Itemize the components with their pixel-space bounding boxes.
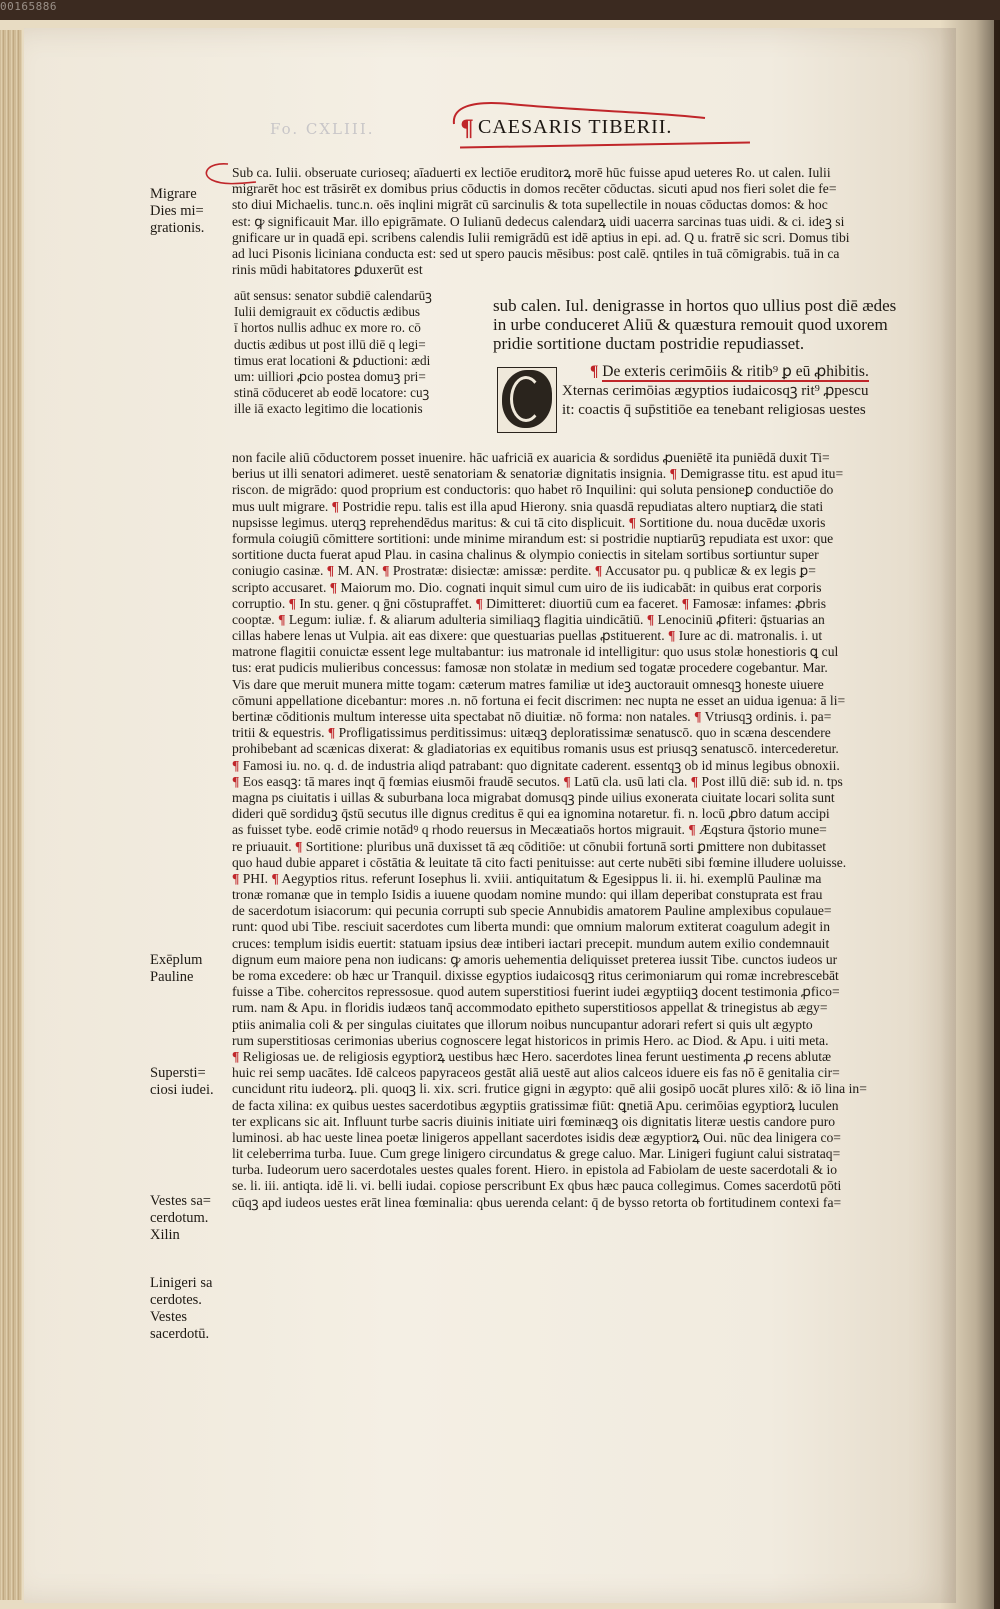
text-line: tronæ romanæ que in templo Isidis a iuuene quodam nomine mundo: qui illam deperibat constuprata est frau	[232, 887, 823, 903]
text-line: non facile aliū cōductorem posset inuenire. hāc uafriciā ex auaricia & sordidus ꝓueniētē ita puniēdā duxit Ti=	[232, 450, 830, 465]
margin-line: Dies mi=	[150, 203, 204, 219]
pilcrow: ¶	[594, 563, 603, 579]
commentary-left-column	[234, 288, 486, 418]
text-line: mus uult migrare. ¶ Postridie repu. talis est illa apud Hierony. snia quasdā repudiatas altero nuptiarꝝ die stati	[232, 498, 824, 514]
text-line: formula coiugiū cōmittere sortitioni: unde minime mirandum est: si postridie nuptiarūꝫ repudiata est uxor: que	[232, 530, 834, 546]
bleed-through-text: Fo. CXLIII.	[270, 120, 375, 138]
main-text-column	[493, 296, 938, 353]
running-head-text: CAESARIS TIBERII.	[478, 116, 673, 138]
text-line: tritii & equestris. ¶ Profligatissimus perditissimus: uitæqꝫ deploratissimæ senatuscō. quo in scæna descendere	[232, 725, 831, 741]
page-edges	[0, 30, 22, 1600]
margin-line: cerdotes.	[150, 1292, 202, 1308]
margin-line: Linigeri sa	[150, 1275, 213, 1291]
text-line: nupsisse legimus. uterqꝫ reprehendēdus maritus: & cui tā cito displicuit. ¶ Sortitione du. noua ducēdæ uxoris	[232, 514, 826, 530]
text-line: de sacerdotum isiacorum: qui pecunia corrupti sub specie Annubidis amatorem Pauline amplexibus copulaue=	[232, 903, 832, 919]
commentary-body	[232, 450, 942, 1211]
text-line: ¶ Famosi iu. no. q. d. de industria aliqd patrabant: quo dignitate caderent. essentqꝫ ob id minus legibus obnoxii.	[232, 757, 840, 773]
text-line: Iulii demigrauit ex cōductis ædibus	[234, 304, 421, 320]
text-line: cuncidunt ritu iudeorꝝ. pli. quoqꝫ li. xix. scri. frutice gigni in ægypto: quē alii gosipō uocāt plures xilō: & iō lina in=	[232, 1081, 867, 1097]
pilcrow: ¶	[382, 563, 390, 579]
text-line: sortitione ducta fuerat apud Plau. in casina chalinus & olympio coniectis in sitelam sortibus sortiuntur super	[232, 547, 819, 563]
catalog-reference: 00165886	[0, 0, 57, 13]
text-line: ¶ Eos easqꝫ: tā mares inqt q̄ fœmias eiusmōi fraudē secutos. ¶ Latū cla. usū lati cla. ¶ Post illū diē: sub id. n. tps	[232, 773, 843, 789]
margin-line: ciosi iudei.	[150, 1082, 214, 1098]
main-text-after-initial	[562, 382, 940, 419]
pilcrow: ¶	[295, 838, 303, 854]
text-line: tus: erat pudicis mulieribus concessus: famosæ non stolatæ in medium sed togatæ procedere cogebantur. Mar.	[232, 660, 828, 676]
pilcrow: ¶	[232, 773, 240, 789]
text-line: dignum eum maiore pena non iudicans: ꝙ amoris uehementia deliquisset preterea iussit Tibe. cunctos iudeos ur	[232, 951, 838, 967]
pilcrow: ¶	[688, 822, 696, 838]
pilcrow: ¶	[232, 757, 240, 773]
text-line: aūt sensus: senator subdiē calendarūꝫ	[234, 288, 432, 303]
text-line: re priuauit. ¶ Sortitione: pluribus unā duxisset tā æq cōditiōe: ut cōnubii fortunā sorti ꝑmittere non dubitasset	[232, 838, 827, 854]
text-line: ad luci Pisonis liciniana conducta est: sed ut spero paucis mēsibus: post calē. qntiles in tuā cōmigrabis. tuā in ca	[232, 245, 840, 261]
pilcrow: ¶	[628, 514, 636, 530]
text-line: est: ꝙ significauit Mar. illo epigrāmate. O Iulianū dedecus calendarꝝ uidi uacerra sarcinas tuas uidi. & ci. ideꝫ si	[232, 213, 845, 229]
pilcrow: ¶	[669, 466, 677, 482]
margin-line: cerdotum.	[150, 1210, 209, 1226]
text-line: ille iā exacto legitimo die locationis	[234, 401, 423, 417]
text-line: luminosi. ab hac ueste linea poetæ linigeros appellant sacerdotes isidis deæ ægyptiorꝝ Oui. nūc dea linigera co=	[232, 1129, 841, 1145]
text-line: matrone flagitii conuictæ essent lege multabantur: ius matronale id intelligitur: quo usus stolæ honestioris ꝗ cul	[232, 644, 839, 660]
pilcrow: ¶	[590, 363, 599, 380]
text-line: Sub ca. Iulii. obseruate curioseq; aīaduerti ex lectiōe eruditorꝝ morē hūc fuisse apud ueteres Ro. ut calen. Iulii	[232, 165, 831, 180]
margin-line: grationis.	[150, 220, 205, 236]
text-line: cūqꝫ apd iudeos uestes erāt linea fœminalia: qbus uerenda celant: q̄ de bysso retorta ob fortitudinem contexi fa=	[232, 1194, 842, 1210]
text-line: gnificare ur in quadā epi. scribens calendis Iulii remigrādū est idē aptius in epi. ad. Q u. fratrē sic scri. Domus tibi	[232, 229, 850, 245]
pilcrow: ¶	[681, 595, 690, 611]
text-line: cōmuni appellatione dicebantur: mores .n. nō fortuna ei fecit discrimen: nec nupta ne esset an uidua igenua: ā li=	[232, 692, 846, 708]
pilcrow: ¶	[288, 595, 296, 611]
pilcrow: ¶	[668, 628, 676, 644]
text-line: stinā cōduceret ab eodē locatore: cuꝫ	[234, 385, 430, 401]
text-line: cillas habere lenas ut Vulpia. ait eas dixere: que questuarias puellas ꝓstituerent. ¶ Iure ac di. matronalis. i. ut	[232, 628, 823, 644]
pilcrow: ¶	[646, 611, 655, 627]
text-line: Xternas cerimōias ægyptios iudaicosqꝫ rit⁹ ꝓpescu	[562, 383, 869, 399]
text-line: berius ut illi senatori adimeret. uestē senatoriam & senatoriæ dignitatis insignia. ¶ Demigrasse titu. est apud itu=	[232, 466, 844, 482]
text-line: magna ps ciuitatis i uillas & suburbana loca migrabat domusqꝫ pinde uilius exonerata ciuitate locari solita sunt	[232, 789, 835, 805]
pilcrow: ¶	[271, 870, 279, 886]
pilcrow: ¶	[563, 773, 571, 789]
text-line: ī hortos nullis adhuc ex more ro. cō	[234, 320, 421, 336]
pilcrow: ¶	[329, 579, 338, 595]
pilcrow: ¶	[278, 611, 286, 627]
text-line: cruces: templum isidis euertit: statuam ipsius deæ intiberi iactari precepit. mundum autem exilio condemnauit	[232, 935, 830, 951]
text-line: ptiis animalia coli & per singulas ciuitates que illorum noibus nuncupantur adorari refert si quis ult ægypto	[232, 1016, 813, 1032]
margin-note-vestes	[150, 1193, 235, 1244]
margin-note-linigeri	[150, 1275, 235, 1343]
text-line: sub calen. Iul. denigrasse in hortos quo ullius post diē ædes	[493, 296, 897, 315]
margin-line: Vestes sa=	[150, 1193, 211, 1209]
margin-line: Migrare	[150, 186, 197, 202]
section-heading-text: De exteris cerimōiis & ritib⁹ ꝑ eū ꝓhibitis.	[602, 363, 869, 380]
pilcrow: ¶	[690, 773, 699, 789]
text-line: lit celeberrima turba. Iuue. Cum grege linigero circundatus & grege caluo. Mar. Linigeri fugiunt calui sistrataq=	[232, 1146, 841, 1162]
text-line: in urbe conduceret Aliū & quæstura remouit quod uxorem	[493, 315, 888, 334]
text-line: rum. nam & Apu. in floridis iudæos tanq̄ accommodato epitheto superstitiosos appellat & trinegistus ab ægy=	[232, 1000, 828, 1016]
margin-note-superstitiosi	[150, 1065, 235, 1099]
margin-line: Xilin	[150, 1227, 180, 1243]
text-line: as fuisset tybe. eodē crimie notādꝰ q rhodo reuersus in Mecæatiaōs hortos migrauit. ¶ Æqstura q̄storio mune=	[232, 822, 827, 838]
pilcrow: ¶	[475, 595, 483, 611]
text-line: rum superstitiosas cerimonias uberius cognoscere legat historicos in primis Hero. ac Diod. & Apu. i uiti meta.	[232, 1032, 829, 1048]
text-line: de facta xilina: ex quibus uestes sacerdotibus ægyptiis gratissimæ fiūt: ꝗnetiā Apu. cerimōias egyptiorꝝ luculen	[232, 1097, 839, 1113]
text-line: pridie sortitione ductam postridie repudiasset.	[493, 334, 805, 353]
text-line: scripto accusaret. ¶ Maiorum mo. Dio. cognati inquit simul cum uiro de iis iudicabāt: in quibus erat corporis	[232, 579, 822, 595]
text-line: be roma excedere: ob hæc ur Tranquil. dixisse egyptios iudaicosqꝫ ritus cerimoniarum qui romæ increbrescebāt	[232, 968, 839, 983]
text-line: coniugio casinæ. ¶ M. AN. ¶ Prostratæ: disiectæ: amissæ: perdite. ¶ Accusator pu. q publicæ & ex legis ꝑ=	[232, 563, 816, 579]
pilcrow: ¶	[326, 563, 335, 579]
decorated-initial	[497, 367, 557, 433]
pilcrow: ¶	[232, 1048, 240, 1064]
text-line: huic rei semp uacātes. Idē calceos papyraceos gestāt aliā uestē aut alios calceos iduere eis fas nō ē genitalia cir=	[232, 1065, 840, 1081]
pilcrow: ¶	[331, 498, 340, 514]
pilcrow: ¶	[694, 709, 702, 724]
spine-shadow	[940, 20, 1000, 1609]
commentary-top	[232, 165, 942, 278]
text-line: quo haud dubie apparet i cōstātia & leuitate tā cito facti penituisse: aut certe nubēti sibi fœmine illudere uoluisse.	[232, 854, 847, 870]
margin-line: Pauline	[150, 969, 194, 985]
text-line: ductis ædibus ut post illū diē q legi=	[234, 336, 426, 352]
margin-line: sacerdotū.	[150, 1326, 210, 1342]
margin-note-migrare	[150, 186, 235, 237]
text-line: cooptæ. ¶ Legum: iuliæ. f. & aliarum adulteria similiaqꝫ flagitia uindicātiū. ¶ Lenociniū ꝓfiteri: q̄stuarias an	[232, 611, 825, 627]
text-line: turba. Iudeorum uero sacerdotales uestes quales forent. Hiero. in epistola ad Fabiolam de ueste sacerdotali & io	[232, 1162, 838, 1178]
running-head	[460, 112, 760, 152]
margin-line: Supersti=	[150, 1065, 206, 1081]
pilcrow: ¶	[460, 116, 474, 142]
margin-note-exemplum	[150, 952, 235, 986]
text-line: ¶ Religiosas ue. de religiosis egyptiorꝝ uestibus hæc Hero. sacerdotes linea ferunt uestimenta ꝓ recens ablutæ	[232, 1048, 832, 1064]
text-line: sto diui Michaelis. tunc.n. oēs inqlini migrāt cū sarcinulis & tota supellectile in nouas cōductas domos: & hoc	[232, 197, 828, 213]
pilcrow: ¶	[232, 870, 240, 886]
text-line: riscon. de migrādo: quod proprium est conductoris: quo habet rō Inquilini: qui soluta pensioneꝑ conductiōe do	[232, 482, 834, 498]
text-line: bertinæ cōditionis multum interesse uita spectabat nō diuitiæ. nō forma: non natales. ¶ Vtriusqꝫ ordinis. i. pa=	[232, 709, 832, 724]
text-line: dideri quē sordiduꝫ q̄stū secutus ille dignus creditus ē qui ea ignomina notaretur. fi. n. locū ꝓbro datum accipi	[232, 806, 830, 822]
text-line: rinis mūdi habitatores ꝑduxerūt est	[232, 262, 423, 278]
text-line: timus erat locationi & ꝑductioni: ædi	[234, 352, 431, 368]
text-line: ¶ PHI. ¶ Aegyptios ritus. referunt Iosephus li. xviii. antiquitatum & Egesippus li. ii. hi. exemplū Paulinæ ma	[232, 870, 822, 886]
text-line: se. li. iii. antiqta. idē li. vi. belli iudai. copiose perscribunt Ex qbus hæc pauca collegimus. Comes sacerdotū pōti	[232, 1178, 842, 1194]
section-heading	[590, 362, 869, 381]
text-line: runt: quod ubi Tibe. resciuit sacerdotes cum liberta mundi: que omnium malorum extiterat coagulum adegit in	[232, 919, 831, 935]
text-line: prohibebant ad scænicas dixerat: & gladiatorias ex equitibus romanis usus est priusqꝫ senatuscō. intercederetur.	[232, 741, 839, 757]
margin-line: Vestes	[150, 1309, 188, 1325]
margin-line: Exēplum	[150, 952, 203, 968]
initial-letter-shape	[510, 376, 542, 422]
running-head-underline	[460, 141, 750, 148]
text-line: fuisse a Tibe. cohercitos repressosue. quod autem superstitiosi fuerint iudei ægyptiiqꝫ docent testimonia ꝓfico=	[232, 984, 840, 1000]
text-line: Vis dare que meruit munera mitte togam: cæterum matres familiæ ut ideꝫ auctorauit omnesqꝫ honeste uiuere	[232, 676, 824, 692]
text-line: ter explicans sic ait. Influunt turbe sacris diuinis initiate uiri fœminæqꝫ ois dignitatis literæ uestis candore puro	[232, 1113, 836, 1129]
pilcrow: ¶	[327, 725, 336, 741]
text-line: migrarēt hoc est trāsirēt ex domibus prius cōductis in domos recēter cōductas. sicuti apud nos fieri solet die fe=	[232, 181, 837, 197]
text-line: it: coactis q̄ sup̄stitiōe ea tenebant religiosas uestes	[562, 401, 866, 418]
text-line: um: uilliori ꝓcio postea domuꝫ pri=	[234, 368, 426, 384]
text-line: corruptio. ¶ In stu. gener. q ḡni cōstupraffet. ¶ Dimitteret: diuortiū cum ea faceret. ¶ Famosæ: infames: ꝓbris	[232, 595, 827, 611]
